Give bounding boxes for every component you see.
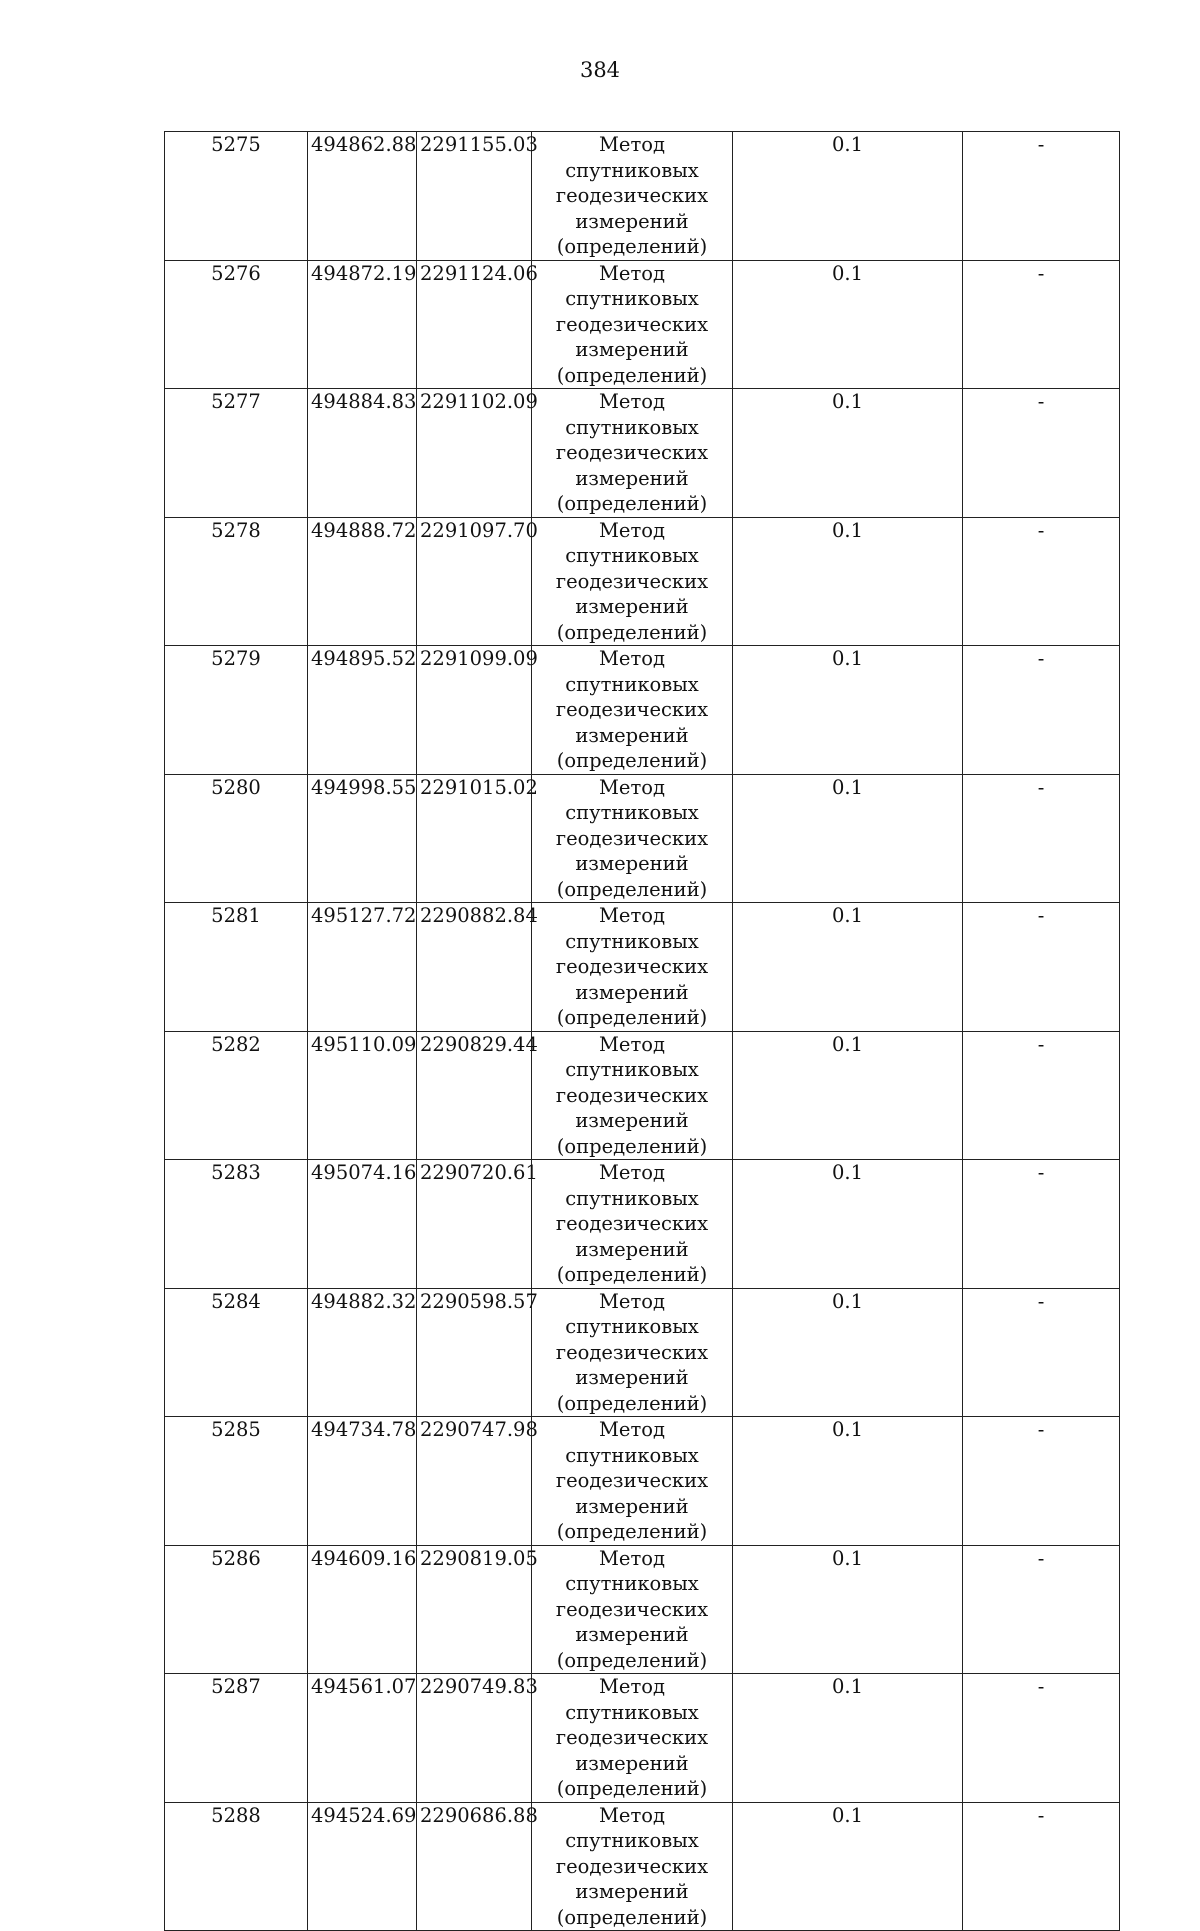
method-cell: Метод спутниковых геодезических измерений (определений) — [532, 646, 733, 775]
method-cell: Метод спутниковых геодезических измерений (определений) — [532, 132, 733, 261]
accuracy-cell: 0.1 — [733, 1802, 963, 1931]
table-row — [165, 517, 1120, 646]
accuracy-cell: 0.1 — [733, 1674, 963, 1803]
method-cell: Метод спутниковых геодезических измерений (определений) — [532, 1031, 733, 1160]
method-cell: Метод спутниковых геодезических измерений (определений) — [532, 260, 733, 389]
method-cell: Метод спутниковых геодезических измерений (определений) — [532, 903, 733, 1032]
point-number-cell: 5284 — [165, 1288, 308, 1417]
note-cell: - — [963, 517, 1120, 646]
x-coordinate-cell: 494998.55 — [308, 774, 417, 903]
x-coordinate-cell: 494884.83 — [308, 389, 417, 518]
note-cell: - — [963, 389, 1120, 518]
x-coordinate-cell: 495074.16 — [308, 1160, 417, 1289]
table-row — [165, 132, 1120, 261]
note-cell: - — [963, 1545, 1120, 1674]
point-number-cell: 5277 — [165, 389, 308, 518]
y-coordinate-cell: 2290598.57 — [417, 1288, 532, 1417]
y-coordinate-cell: 2290747.98 — [417, 1417, 532, 1546]
x-coordinate-cell: 494882.32 — [308, 1288, 417, 1417]
method-cell: Метод спутниковых геодезических измерений (определений) — [532, 1288, 733, 1417]
coordinates-table-body — [165, 132, 1120, 1931]
note-cell: - — [963, 1160, 1120, 1289]
table-row — [165, 1288, 1120, 1417]
table-row — [165, 1031, 1120, 1160]
y-coordinate-cell: 2291097.70 — [417, 517, 532, 646]
note-cell: - — [963, 1288, 1120, 1417]
y-coordinate-cell: 2291124.06 — [417, 260, 532, 389]
point-number-cell: 5276 — [165, 260, 308, 389]
y-coordinate-cell: 2290749.83 — [417, 1674, 532, 1803]
note-cell: - — [963, 260, 1120, 389]
method-cell: Метод спутниковых геодезических измерений (определений) — [532, 389, 733, 518]
point-number-cell: 5280 — [165, 774, 308, 903]
accuracy-cell: 0.1 — [733, 1160, 963, 1289]
note-cell: - — [963, 903, 1120, 1032]
method-cell: Метод спутниковых геодезических измерений (определений) — [532, 1417, 733, 1546]
note-cell: - — [963, 1031, 1120, 1160]
table-row — [165, 1417, 1120, 1546]
table-row — [165, 1545, 1120, 1674]
point-number-cell: 5283 — [165, 1160, 308, 1289]
table-row — [165, 903, 1120, 1032]
point-number-cell: 5286 — [165, 1545, 308, 1674]
note-cell: - — [963, 774, 1120, 903]
accuracy-cell: 0.1 — [733, 646, 963, 775]
y-coordinate-cell: 2290720.61 — [417, 1160, 532, 1289]
method-cell: Метод спутниковых геодезических измерений (определений) — [532, 774, 733, 903]
table-row — [165, 260, 1120, 389]
accuracy-cell: 0.1 — [733, 1545, 963, 1674]
coordinates-table — [164, 131, 1120, 1931]
accuracy-cell: 0.1 — [733, 1288, 963, 1417]
x-coordinate-cell: 494524.69 — [308, 1802, 417, 1931]
table-row — [165, 646, 1120, 775]
method-cell: Метод спутниковых геодезических измерений (определений) — [532, 1674, 733, 1803]
table-row — [165, 774, 1120, 903]
y-coordinate-cell: 2291015.02 — [417, 774, 532, 903]
point-number-cell: 5278 — [165, 517, 308, 646]
x-coordinate-cell: 494895.52 — [308, 646, 417, 775]
method-cell: Метод спутниковых геодезических измерений (определений) — [532, 1545, 733, 1674]
x-coordinate-cell: 495127.72 — [308, 903, 417, 1032]
point-number-cell: 5279 — [165, 646, 308, 775]
table-row — [165, 1160, 1120, 1289]
y-coordinate-cell: 2291099.09 — [417, 646, 532, 775]
y-coordinate-cell: 2290819.05 — [417, 1545, 532, 1674]
point-number-cell: 5285 — [165, 1417, 308, 1546]
point-number-cell: 5288 — [165, 1802, 308, 1931]
table-row — [165, 1674, 1120, 1803]
y-coordinate-cell: 2291155.03 — [417, 132, 532, 261]
x-coordinate-cell: 494862.88 — [308, 132, 417, 261]
y-coordinate-cell: 2291102.09 — [417, 389, 532, 518]
note-cell: - — [963, 132, 1120, 261]
x-coordinate-cell: 494734.78 — [308, 1417, 417, 1546]
method-cell: Метод спутниковых геодезических измерений (определений) — [532, 1802, 733, 1931]
note-cell: - — [963, 1802, 1120, 1931]
y-coordinate-cell: 2290686.88 — [417, 1802, 532, 1931]
accuracy-cell: 0.1 — [733, 517, 963, 646]
accuracy-cell: 0.1 — [733, 774, 963, 903]
x-coordinate-cell: 494561.07 — [308, 1674, 417, 1803]
point-number-cell: 5281 — [165, 903, 308, 1032]
note-cell: - — [963, 1674, 1120, 1803]
note-cell: - — [963, 1417, 1120, 1546]
accuracy-cell: 0.1 — [733, 1031, 963, 1160]
page-number: 384 — [579, 58, 621, 82]
table-row — [165, 389, 1120, 518]
note-cell: - — [963, 646, 1120, 775]
x-coordinate-cell: 495110.09 — [308, 1031, 417, 1160]
table-row — [165, 1802, 1120, 1931]
point-number-cell: 5275 — [165, 132, 308, 261]
x-coordinate-cell: 494888.72 — [308, 517, 417, 646]
x-coordinate-cell: 494872.19 — [308, 260, 417, 389]
method-cell: Метод спутниковых геодезических измерений (определений) — [532, 517, 733, 646]
accuracy-cell: 0.1 — [733, 132, 963, 261]
point-number-cell: 5287 — [165, 1674, 308, 1803]
point-number-cell: 5282 — [165, 1031, 308, 1160]
accuracy-cell: 0.1 — [733, 903, 963, 1032]
accuracy-cell: 0.1 — [733, 1417, 963, 1546]
y-coordinate-cell: 2290882.84 — [417, 903, 532, 1032]
accuracy-cell: 0.1 — [733, 389, 963, 518]
x-coordinate-cell: 494609.16 — [308, 1545, 417, 1674]
accuracy-cell: 0.1 — [733, 260, 963, 389]
y-coordinate-cell: 2290829.44 — [417, 1031, 532, 1160]
method-cell: Метод спутниковых геодезических измерений (определений) — [532, 1160, 733, 1289]
